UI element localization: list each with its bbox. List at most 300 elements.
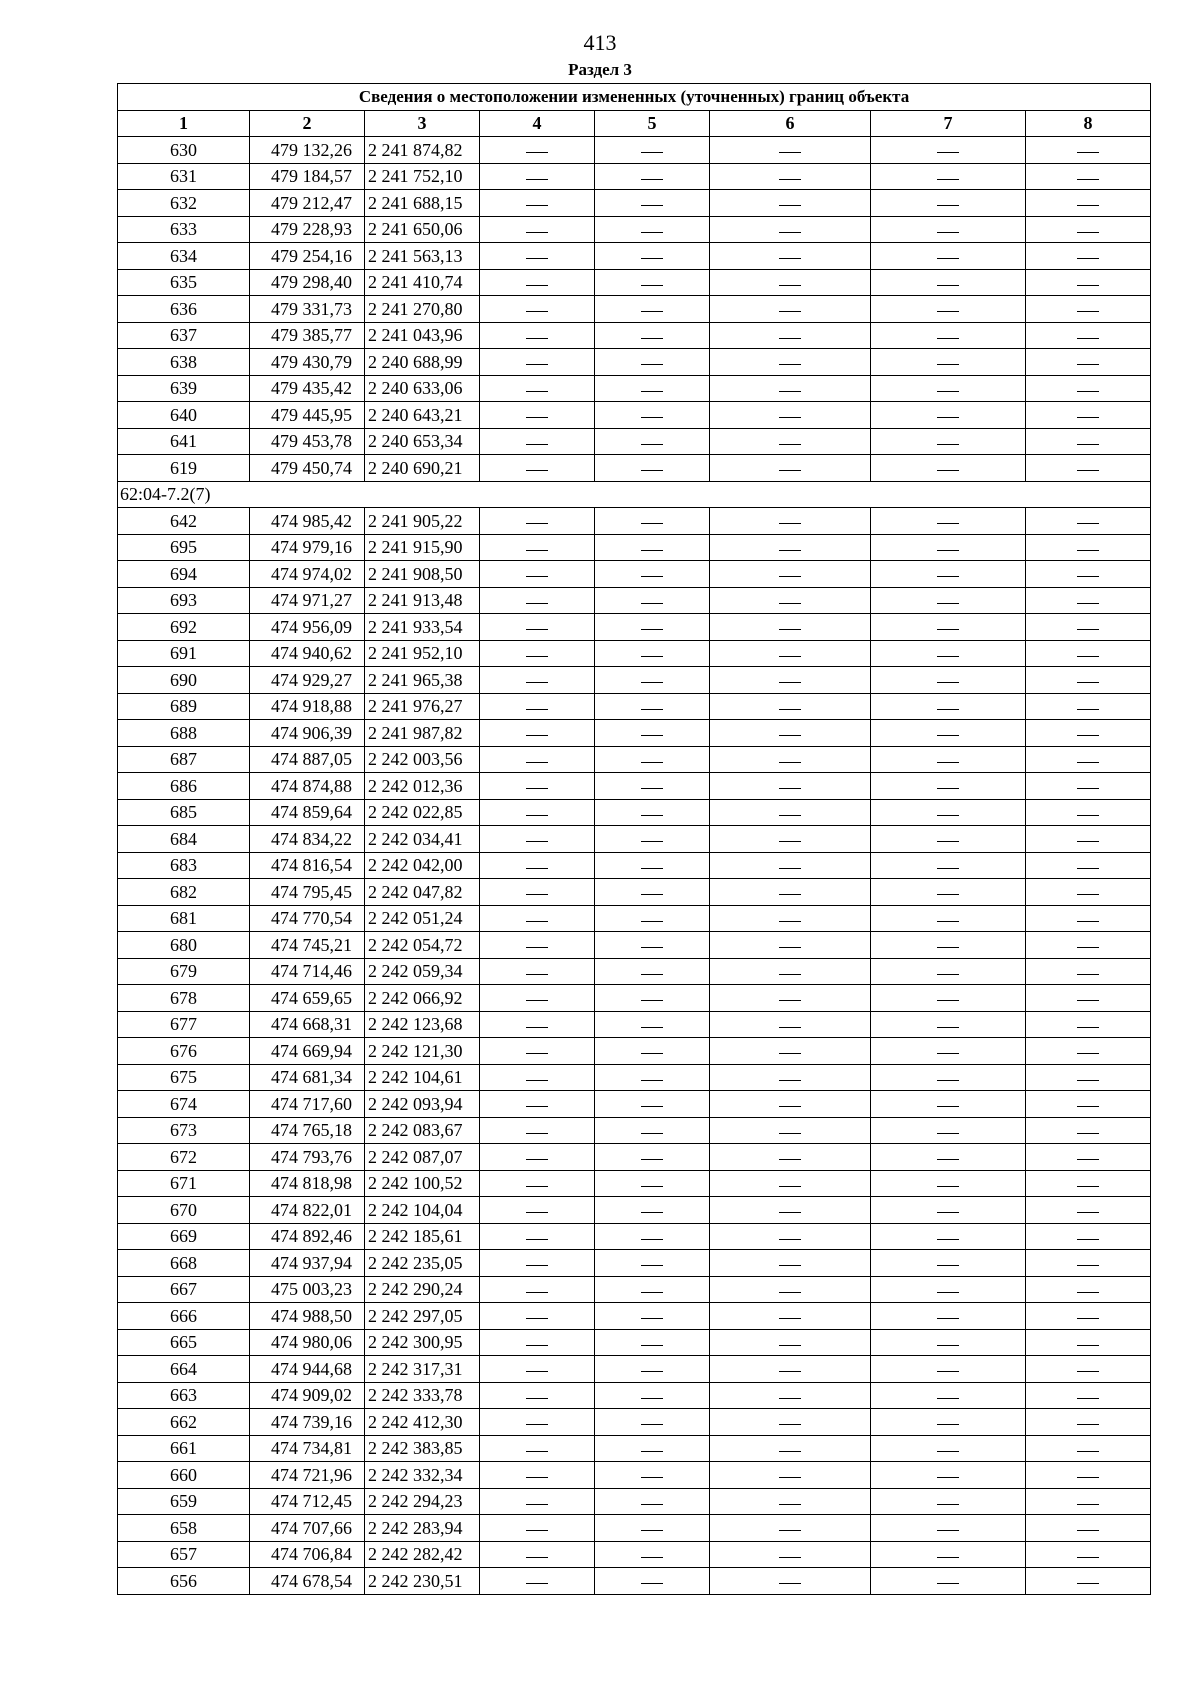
table-row: [118, 614, 1151, 641]
y-coordinate-cell: 2 242 121,30: [365, 1038, 480, 1065]
empty-dash-cell: [871, 693, 1026, 720]
empty-dash-cell: [480, 190, 595, 217]
empty-dash-cell: [595, 746, 710, 773]
table-row: [118, 137, 1151, 164]
y-coordinate-cell: 2 240 643,21: [365, 402, 480, 429]
empty-dash-cell: [480, 269, 595, 296]
y-coordinate-cell: 2 242 123,68: [365, 1011, 480, 1038]
y-coordinate-cell: 2 242 051,24: [365, 905, 480, 932]
table-row: [118, 1117, 1151, 1144]
x-coordinate-cell: 479 430,79: [250, 349, 365, 376]
dash-mark: [1077, 1053, 1099, 1054]
dash-mark: [526, 1345, 548, 1346]
empty-dash-cell: [595, 1356, 710, 1383]
y-coordinate-cell: 2 241 913,48: [365, 587, 480, 614]
x-coordinate-cell: 474 892,46: [250, 1223, 365, 1250]
x-coordinate-cell: 474 980,06: [250, 1329, 365, 1356]
dash-mark: [779, 788, 801, 789]
y-coordinate-cell: 2 241 987,82: [365, 720, 480, 747]
table-row: [118, 1170, 1151, 1197]
empty-dash-cell: [595, 1409, 710, 1436]
empty-dash-cell: [1026, 640, 1151, 667]
dash-mark: [779, 364, 801, 365]
empty-dash-cell: [710, 1064, 871, 1091]
dash-mark: [779, 1053, 801, 1054]
empty-dash-cell: [480, 375, 595, 402]
dash-mark: [1077, 417, 1099, 418]
empty-dash-cell: [871, 163, 1026, 190]
dash-mark: [641, 815, 663, 816]
dash-mark: [1077, 550, 1099, 551]
empty-dash-cell: [595, 508, 710, 535]
empty-dash-cell: [871, 1568, 1026, 1595]
dash-mark: [526, 1159, 548, 1160]
empty-dash-cell: [871, 1091, 1026, 1118]
y-coordinate-cell: 2 242 290,24: [365, 1276, 480, 1303]
empty-dash-cell: [871, 985, 1026, 1012]
empty-dash-cell: [480, 1541, 595, 1568]
dash-mark: [779, 1159, 801, 1160]
dash-mark: [779, 1371, 801, 1372]
dash-mark: [1077, 179, 1099, 180]
empty-dash-cell: [710, 1276, 871, 1303]
dash-mark: [641, 735, 663, 736]
group-row: [118, 481, 1151, 508]
empty-dash-cell: [595, 879, 710, 906]
dash-mark: [937, 1318, 959, 1319]
empty-dash-cell: [710, 428, 871, 455]
dash-mark: [1077, 1451, 1099, 1452]
dash-mark: [779, 258, 801, 259]
dash-mark: [526, 523, 548, 524]
dash-mark: [937, 815, 959, 816]
table-row: [118, 163, 1151, 190]
empty-dash-cell: [710, 216, 871, 243]
dash-mark: [1077, 947, 1099, 948]
dash-mark: [641, 1212, 663, 1213]
x-coordinate-cell: 474 734,81: [250, 1435, 365, 1462]
point-number-cell: 663: [118, 1382, 250, 1409]
empty-dash-cell: [1026, 1038, 1151, 1065]
empty-dash-cell: [710, 958, 871, 985]
dash-mark: [1077, 1159, 1099, 1160]
dash-mark: [779, 338, 801, 339]
point-number-cell: 667: [118, 1276, 250, 1303]
empty-dash-cell: [871, 534, 1026, 561]
empty-dash-cell: [1026, 1356, 1151, 1383]
empty-dash-cell: [480, 1144, 595, 1171]
dash-mark: [526, 629, 548, 630]
x-coordinate-cell: 474 822,01: [250, 1197, 365, 1224]
x-coordinate-cell: 474 770,54: [250, 905, 365, 932]
x-coordinate-cell: 479 450,74: [250, 455, 365, 482]
empty-dash-cell: [595, 322, 710, 349]
dash-mark: [526, 1080, 548, 1081]
empty-dash-cell: [871, 375, 1026, 402]
x-coordinate-cell: 479 184,57: [250, 163, 365, 190]
dash-mark: [1077, 1027, 1099, 1028]
point-number-cell: 661: [118, 1435, 250, 1462]
dash-mark: [937, 868, 959, 869]
y-coordinate-cell: 2 242 022,85: [365, 799, 480, 826]
dash-mark: [641, 1318, 663, 1319]
y-coordinate-cell: 2 242 104,04: [365, 1197, 480, 1224]
empty-dash-cell: [595, 1144, 710, 1171]
dash-mark: [1077, 1000, 1099, 1001]
dash-mark: [641, 1027, 663, 1028]
empty-dash-cell: [710, 1462, 871, 1489]
dash-mark: [526, 258, 548, 259]
dash-mark: [1077, 152, 1099, 153]
empty-dash-cell: [871, 296, 1026, 323]
y-coordinate-cell: 2 242 003,56: [365, 746, 480, 773]
dash-mark: [937, 1398, 959, 1399]
empty-dash-cell: [480, 1276, 595, 1303]
dash-mark: [1077, 921, 1099, 922]
dash-mark: [526, 1133, 548, 1134]
empty-dash-cell: [595, 428, 710, 455]
dash-mark: [779, 576, 801, 577]
point-number-cell: 636: [118, 296, 250, 323]
point-number-cell: 688: [118, 720, 250, 747]
dash-mark: [641, 762, 663, 763]
empty-dash-cell: [710, 879, 871, 906]
y-coordinate-cell: 2 241 650,06: [365, 216, 480, 243]
empty-dash-cell: [710, 852, 871, 879]
dash-mark: [779, 179, 801, 180]
point-number-cell: 673: [118, 1117, 250, 1144]
table-row: [118, 746, 1151, 773]
empty-dash-cell: [1026, 1117, 1151, 1144]
dash-mark: [1077, 1292, 1099, 1293]
empty-dash-cell: [595, 985, 710, 1012]
empty-dash-cell: [1026, 1170, 1151, 1197]
empty-dash-cell: [1026, 216, 1151, 243]
empty-dash-cell: [1026, 455, 1151, 482]
point-number-cell: 677: [118, 1011, 250, 1038]
dash-mark: [937, 1133, 959, 1134]
empty-dash-cell: [595, 243, 710, 270]
empty-dash-cell: [1026, 163, 1151, 190]
dash-mark: [526, 391, 548, 392]
empty-dash-cell: [595, 1541, 710, 1568]
empty-dash-cell: [480, 958, 595, 985]
y-coordinate-cell: 2 242 012,36: [365, 773, 480, 800]
empty-dash-cell: [595, 640, 710, 667]
empty-dash-cell: [595, 1568, 710, 1595]
dash-mark: [779, 391, 801, 392]
empty-dash-cell: [480, 534, 595, 561]
table-row: [118, 508, 1151, 535]
dash-mark: [779, 1080, 801, 1081]
dash-mark: [526, 1000, 548, 1001]
y-coordinate-cell: 2 240 690,21: [365, 455, 480, 482]
column-header: 3: [365, 110, 480, 137]
point-number-cell: 682: [118, 879, 250, 906]
table-row: [118, 1276, 1151, 1303]
empty-dash-cell: [1026, 349, 1151, 376]
y-coordinate-cell: 2 242 333,78: [365, 1382, 480, 1409]
empty-dash-cell: [595, 1462, 710, 1489]
empty-dash-cell: [595, 349, 710, 376]
dash-mark: [779, 1583, 801, 1584]
empty-dash-cell: [871, 1117, 1026, 1144]
empty-dash-cell: [710, 561, 871, 588]
point-number-cell: 633: [118, 216, 250, 243]
empty-dash-cell: [1026, 879, 1151, 906]
dash-mark: [1077, 258, 1099, 259]
x-coordinate-cell: 474 974,02: [250, 561, 365, 588]
empty-dash-cell: [480, 1329, 595, 1356]
empty-dash-cell: [595, 720, 710, 747]
empty-dash-cell: [871, 852, 1026, 879]
point-number-cell: 671: [118, 1170, 250, 1197]
empty-dash-cell: [1026, 1091, 1151, 1118]
point-number-cell: 632: [118, 190, 250, 217]
dash-mark: [1077, 656, 1099, 657]
table-row: [118, 905, 1151, 932]
empty-dash-cell: [1026, 1144, 1151, 1171]
x-coordinate-cell: 474 874,88: [250, 773, 365, 800]
empty-dash-cell: [710, 1541, 871, 1568]
empty-dash-cell: [595, 1303, 710, 1330]
empty-dash-cell: [480, 587, 595, 614]
y-coordinate-cell: 2 240 688,99: [365, 349, 480, 376]
x-coordinate-cell: 474 956,09: [250, 614, 365, 641]
empty-dash-cell: [595, 1091, 710, 1118]
empty-dash-cell: [480, 349, 595, 376]
empty-dash-cell: [595, 534, 710, 561]
dash-mark: [1077, 232, 1099, 233]
table-row: [118, 1250, 1151, 1277]
x-coordinate-cell: 474 859,64: [250, 799, 365, 826]
x-coordinate-cell: 474 739,16: [250, 1409, 365, 1436]
empty-dash-cell: [1026, 561, 1151, 588]
dash-mark: [641, 1504, 663, 1505]
y-coordinate-cell: 2 241 688,15: [365, 190, 480, 217]
x-coordinate-cell: 474 887,05: [250, 746, 365, 773]
point-number-cell: 685: [118, 799, 250, 826]
dash-mark: [937, 258, 959, 259]
point-number-cell: 675: [118, 1064, 250, 1091]
column-header: 4: [480, 110, 595, 137]
dash-mark: [526, 152, 548, 153]
y-coordinate-cell: 2 241 752,10: [365, 163, 480, 190]
y-coordinate-cell: 2 242 100,52: [365, 1170, 480, 1197]
point-number-cell: 674: [118, 1091, 250, 1118]
empty-dash-cell: [710, 296, 871, 323]
dash-mark: [641, 417, 663, 418]
empty-dash-cell: [710, 1382, 871, 1409]
y-coordinate-cell: 2 242 093,94: [365, 1091, 480, 1118]
dash-mark: [526, 285, 548, 286]
empty-dash-cell: [871, 1038, 1026, 1065]
dash-mark: [641, 1557, 663, 1558]
point-number-cell: 692: [118, 614, 250, 641]
point-number-cell: 691: [118, 640, 250, 667]
dash-mark: [526, 1265, 548, 1266]
dash-mark: [779, 1133, 801, 1134]
y-coordinate-cell: 2 242 042,00: [365, 852, 480, 879]
dash-mark: [779, 1504, 801, 1505]
x-coordinate-cell: 474 929,27: [250, 667, 365, 694]
empty-dash-cell: [871, 1382, 1026, 1409]
empty-dash-cell: [480, 137, 595, 164]
dash-mark: [526, 735, 548, 736]
dash-mark: [937, 444, 959, 445]
empty-dash-cell: [871, 826, 1026, 853]
empty-dash-cell: [1026, 905, 1151, 932]
empty-dash-cell: [871, 720, 1026, 747]
empty-dash-cell: [710, 190, 871, 217]
dash-mark: [526, 656, 548, 657]
dash-mark: [641, 1292, 663, 1293]
table-row: [118, 932, 1151, 959]
table-caption: Сведения о местоположении измененных (уточненных) границ объекта: [118, 84, 1151, 111]
dash-mark: [1077, 1080, 1099, 1081]
empty-dash-cell: [1026, 269, 1151, 296]
empty-dash-cell: [710, 534, 871, 561]
empty-dash-cell: [871, 322, 1026, 349]
dash-mark: [641, 1477, 663, 1478]
empty-dash-cell: [1026, 508, 1151, 535]
y-coordinate-cell: 2 241 410,74: [365, 269, 480, 296]
group-label: 62:04-7.2(7): [118, 481, 1151, 508]
x-coordinate-cell: 474 971,27: [250, 587, 365, 614]
dash-mark: [1077, 364, 1099, 365]
dash-mark: [641, 656, 663, 657]
empty-dash-cell: [871, 667, 1026, 694]
table-row: [118, 826, 1151, 853]
dash-mark: [641, 338, 663, 339]
empty-dash-cell: [710, 587, 871, 614]
x-coordinate-cell: 474 944,68: [250, 1356, 365, 1383]
empty-dash-cell: [480, 428, 595, 455]
empty-dash-cell: [480, 243, 595, 270]
empty-dash-cell: [1026, 1011, 1151, 1038]
empty-dash-cell: [710, 1409, 871, 1436]
empty-dash-cell: [871, 1011, 1026, 1038]
empty-dash-cell: [710, 243, 871, 270]
dash-mark: [779, 656, 801, 657]
x-coordinate-cell: 474 937,94: [250, 1250, 365, 1277]
dash-mark: [641, 921, 663, 922]
dash-mark: [937, 391, 959, 392]
point-number-cell: 639: [118, 375, 250, 402]
point-number-cell: 695: [118, 534, 250, 561]
y-coordinate-cell: 2 241 915,90: [365, 534, 480, 561]
dash-mark: [779, 1424, 801, 1425]
point-number-cell: 678: [118, 985, 250, 1012]
dash-mark: [1077, 1345, 1099, 1346]
dash-mark: [1077, 1530, 1099, 1531]
dash-mark: [526, 232, 548, 233]
dash-mark: [779, 1239, 801, 1240]
x-coordinate-cell: 474 681,34: [250, 1064, 365, 1091]
empty-dash-cell: [871, 1276, 1026, 1303]
dash-mark: [937, 656, 959, 657]
y-coordinate-cell: 2 242 034,41: [365, 826, 480, 853]
dash-mark: [937, 1186, 959, 1187]
dash-mark: [937, 735, 959, 736]
dash-mark: [1077, 1557, 1099, 1558]
dash-mark: [526, 1027, 548, 1028]
empty-dash-cell: [710, 1223, 871, 1250]
table-row: [118, 455, 1151, 482]
empty-dash-cell: [871, 958, 1026, 985]
empty-dash-cell: [480, 1409, 595, 1436]
dash-mark: [641, 1265, 663, 1266]
empty-dash-cell: [1026, 932, 1151, 959]
dash-mark: [526, 1451, 548, 1452]
dash-mark: [641, 894, 663, 895]
y-coordinate-cell: 2 242 294,23: [365, 1488, 480, 1515]
dash-mark: [937, 417, 959, 418]
empty-dash-cell: [871, 190, 1026, 217]
empty-dash-cell: [1026, 693, 1151, 720]
dash-mark: [1077, 974, 1099, 975]
dash-mark: [641, 444, 663, 445]
table-row: [118, 1568, 1151, 1595]
y-coordinate-cell: 2 241 952,10: [365, 640, 480, 667]
table-row: [118, 243, 1151, 270]
dash-mark: [779, 815, 801, 816]
empty-dash-cell: [871, 799, 1026, 826]
empty-dash-cell: [710, 1250, 871, 1277]
dash-mark: [937, 1106, 959, 1107]
empty-dash-cell: [595, 905, 710, 932]
dash-mark: [1077, 1583, 1099, 1584]
empty-dash-cell: [480, 614, 595, 641]
y-coordinate-cell: 2 242 282,42: [365, 1541, 480, 1568]
dash-mark: [779, 682, 801, 683]
x-coordinate-cell: 474 793,76: [250, 1144, 365, 1171]
empty-dash-cell: [1026, 322, 1151, 349]
x-coordinate-cell: 474 765,18: [250, 1117, 365, 1144]
empty-dash-cell: [871, 1250, 1026, 1277]
dash-mark: [779, 841, 801, 842]
empty-dash-cell: [595, 1329, 710, 1356]
empty-dash-cell: [871, 1329, 1026, 1356]
dash-mark: [526, 1186, 548, 1187]
dash-mark: [641, 523, 663, 524]
empty-dash-cell: [710, 667, 871, 694]
empty-dash-cell: [710, 163, 871, 190]
dash-mark: [1077, 894, 1099, 895]
dash-mark: [1077, 603, 1099, 604]
point-number-cell: 637: [118, 322, 250, 349]
point-number-cell: 665: [118, 1329, 250, 1356]
dash-mark: [526, 1053, 548, 1054]
dash-mark: [937, 1027, 959, 1028]
empty-dash-cell: [1026, 1515, 1151, 1542]
column-header: 2: [250, 110, 365, 137]
point-number-cell: 681: [118, 905, 250, 932]
table-row: [118, 1303, 1151, 1330]
dash-mark: [779, 1212, 801, 1213]
empty-dash-cell: [871, 1488, 1026, 1515]
point-number-cell: 672: [118, 1144, 250, 1171]
dash-mark: [641, 709, 663, 710]
dash-mark: [779, 232, 801, 233]
table-row: [118, 1038, 1151, 1065]
empty-dash-cell: [1026, 826, 1151, 853]
empty-dash-cell: [871, 773, 1026, 800]
table-row: [118, 1064, 1151, 1091]
point-number-cell: 664: [118, 1356, 250, 1383]
dash-mark: [937, 1080, 959, 1081]
x-coordinate-cell: 474 707,66: [250, 1515, 365, 1542]
